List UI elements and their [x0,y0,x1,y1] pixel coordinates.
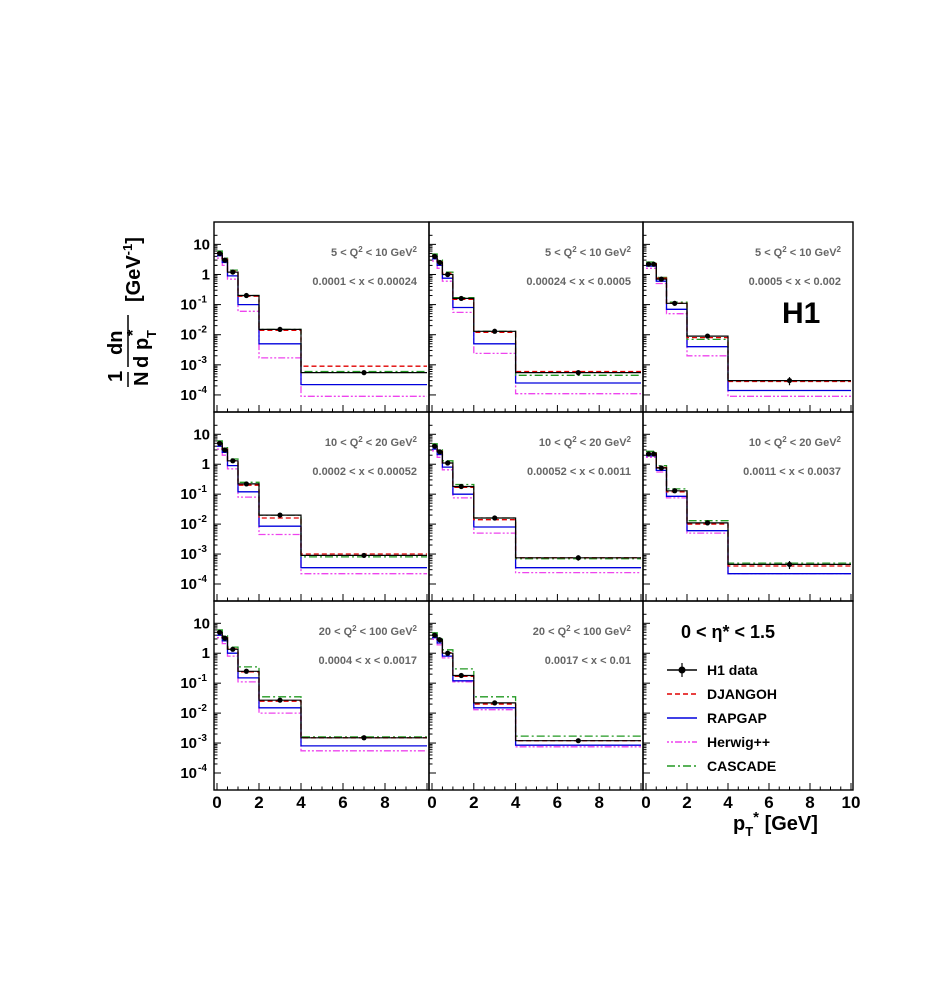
panel-q2-label: $10 < Q^2 < 20$ GeV$^2$ [538,435,631,449]
series-cascade-line [432,444,641,559]
panel-x-label: 0.0002 < x < 0.00052 [312,466,417,478]
panel-q2-label: $5 < Q^2 < 10$ GeV$^2$ [755,245,841,259]
legend-label: Herwig++ [707,734,771,750]
x-tick-label: 6 [552,793,563,812]
y-axis-title [105,237,159,387]
panel-8 [429,601,643,790]
legend-entry-herwig [667,734,770,750]
data-point [651,451,656,456]
x-tick-label: 6 [764,793,774,812]
data-point [659,277,664,282]
y-tick-exponent: -1 [198,484,207,496]
panel-x-label: 0.0011 < x < 0.0037 [743,466,841,478]
data-point [646,451,651,456]
y-tick-label: 10 [180,386,197,404]
y-tick-exponent: -4 [198,762,207,774]
x-tick-label: 0 [427,793,437,812]
series-djangoh-line [432,256,641,372]
legend-panel [667,622,777,774]
y-tick-exponent: -1 [198,294,207,306]
y-title-one: 1 [105,370,127,382]
legend-entry-cascade [667,758,776,774]
data-point [445,272,450,277]
series-djangoh-line [432,635,641,741]
y-tick-label: 10 [180,326,197,344]
y-tick-label: 10 [193,236,210,254]
data-point [787,378,792,383]
data-point [576,370,581,375]
data-point [459,296,464,301]
panel-q2-label: $5 < Q^2 < 10$ GeV$^2$ [331,245,417,259]
panel-x-label: 0.00024 < x < 0.0005 [526,276,631,288]
y-tick-label: 10 [180,705,197,723]
data-point [230,458,235,463]
x-axis-title: $p_T^*$ [GeV] [733,809,818,839]
data-point [672,488,677,493]
x-tick-label: 4 [723,793,733,812]
y-tick-exponent: -3 [198,354,207,366]
y-tick-exponent: -3 [198,544,207,556]
series-rapgap-line [432,638,641,746]
legend-marker [679,667,686,674]
series-data-line [217,443,427,555]
data-point [459,673,464,678]
series-djangoh-line [217,632,427,738]
data-point [492,700,497,705]
y-tick-label: 10 [193,426,210,444]
y-tick-label: 10 [180,486,197,504]
panel-4 [180,412,429,601]
data-point [277,698,282,703]
data-point [244,481,249,486]
y-title-d: d [131,355,153,368]
panel-x-label: 0.0001 < x < 0.00024 [312,276,417,288]
data-point [217,251,222,256]
y-tick-label: 10 [180,575,197,593]
data-point [437,449,442,454]
data-point [244,293,249,298]
y-title-p: p [131,337,153,350]
y-tick-label: 1 [201,266,210,284]
series-djangoh-line [432,446,641,558]
data-point [361,553,366,558]
y-tick-label: 10 [180,764,197,782]
panel-q2-label: $20 < Q^2 < 100$ GeV$^2$ [318,624,417,638]
series-djangoh-line [217,443,427,554]
data-point [222,636,227,641]
panel-2 [429,222,643,412]
data-point [361,735,366,740]
y-tick-label: 10 [180,356,197,374]
series-data-line [432,635,641,741]
x-tick-label: 8 [805,793,815,812]
y-tick-label: 1 [201,456,210,474]
panel-q2-label: $20 < Q^2 < 100$ GeV$^2$ [532,624,631,638]
x-tick-label: 8 [380,793,390,812]
y-tick-exponent: -2 [198,324,207,336]
series-data-line [217,632,427,738]
data-point [437,260,442,265]
y-title-sub: T [144,330,159,338]
panel-5 [429,412,643,601]
y-tick-exponent: -1 [198,673,207,685]
data-point [222,258,227,263]
legend-entry-rapgap [667,710,767,726]
panel-q2-label: $5 < Q^2 < 10$ GeV$^2$ [545,245,631,259]
series-data-line [217,253,427,372]
y-title-dn: dn [105,330,127,355]
data-point [576,738,581,743]
data-point [277,327,282,332]
y-tick-label: 10 [180,296,197,314]
x-tick-label: 2 [469,793,479,812]
y-tick-exponent: -2 [198,514,207,526]
series-cascade-line [217,630,427,737]
data-point [659,465,664,470]
panel-q2-label: $10 < Q^2 < 20$ GeV$^2$ [748,435,841,449]
data-point [361,370,366,375]
data-point [787,562,792,567]
legend-label: RAPGAP [707,710,767,726]
data-point [672,301,677,306]
data-point [646,262,651,267]
y-tick-label: 1 [201,645,210,663]
data-point [230,269,235,274]
data-point [222,447,227,452]
series-cascade-line [432,254,641,375]
series-cascade-line [432,633,641,736]
y-title-sup: * [125,329,142,336]
x-tick-label: 0 [641,793,651,812]
x-tick-label: 4 [510,793,521,812]
experiment-label: H1 [782,297,821,330]
data-point [432,254,437,259]
y-title-N: N [131,371,153,386]
panel-q2-label: $10 < Q^2 < 20$ GeV$^2$ [324,435,417,449]
y-tick-exponent: -2 [198,703,207,715]
series-data-line [432,446,641,558]
eta-range-label: 0 < η* < 1.5 [681,622,776,642]
x-tick-label: 2 [682,793,692,812]
data-point [432,444,437,449]
x-tick-label: 2 [254,793,264,812]
x-tick-label: 6 [338,793,348,812]
data-point [492,329,497,334]
y-tick-label: 10 [180,735,197,753]
x-tick-label: 0 [212,793,222,812]
data-point [217,441,222,446]
panel-x-label: 0.0004 < x < 0.0017 [318,655,417,667]
legend-entry-data [667,662,758,678]
legend-label: H1 data [707,662,758,678]
legend-label: CASCADE [707,758,777,774]
y-tick-exponent: -3 [198,733,207,745]
panel-x-label: 0.0017 < x < 0.01 [544,655,631,667]
y-tick-label: 10 [180,516,197,534]
x-tick-label: 10 [841,793,861,812]
panel-7 [180,601,429,790]
panel-x-label: 0.0005 < x < 0.002 [748,276,841,288]
data-point [492,515,497,520]
y-tick-exponent: -4 [198,384,207,396]
data-point [445,651,450,656]
data-point [459,484,464,489]
series-djangoh-line [217,253,427,367]
data-point [576,555,581,560]
series-data-line [432,256,641,372]
y-title-unit: [GeV$^{-1}$] [120,237,145,302]
panel-6 [643,412,853,601]
data-point [437,637,442,642]
panel-1 [180,222,429,412]
data-point [705,333,710,338]
series-rapgap-line [217,446,427,568]
data-point [217,630,222,635]
data-point [230,647,235,652]
data-point [705,520,710,525]
data-point [432,633,437,638]
legend-entry-djangoh [667,686,777,702]
data-point [445,460,450,465]
y-tick-label: 10 [180,546,197,564]
series-cascade-line [217,251,427,372]
panel-x-label: 0.00052 < x < 0.0011 [527,466,631,478]
panel-3 [643,222,853,412]
x-tick-label: 8 [594,793,604,812]
data-point [244,669,249,674]
y-tick-label: 10 [193,615,210,633]
series-rapgap-line [217,635,427,746]
y-tick-label: 10 [180,675,197,693]
data-point [277,512,282,517]
series-cascade-line [217,441,427,557]
y-tick-exponent: -4 [198,573,207,585]
data-point [651,262,656,267]
x-tick-label: 4 [296,793,306,812]
legend-label: DJANGOH [707,686,778,702]
